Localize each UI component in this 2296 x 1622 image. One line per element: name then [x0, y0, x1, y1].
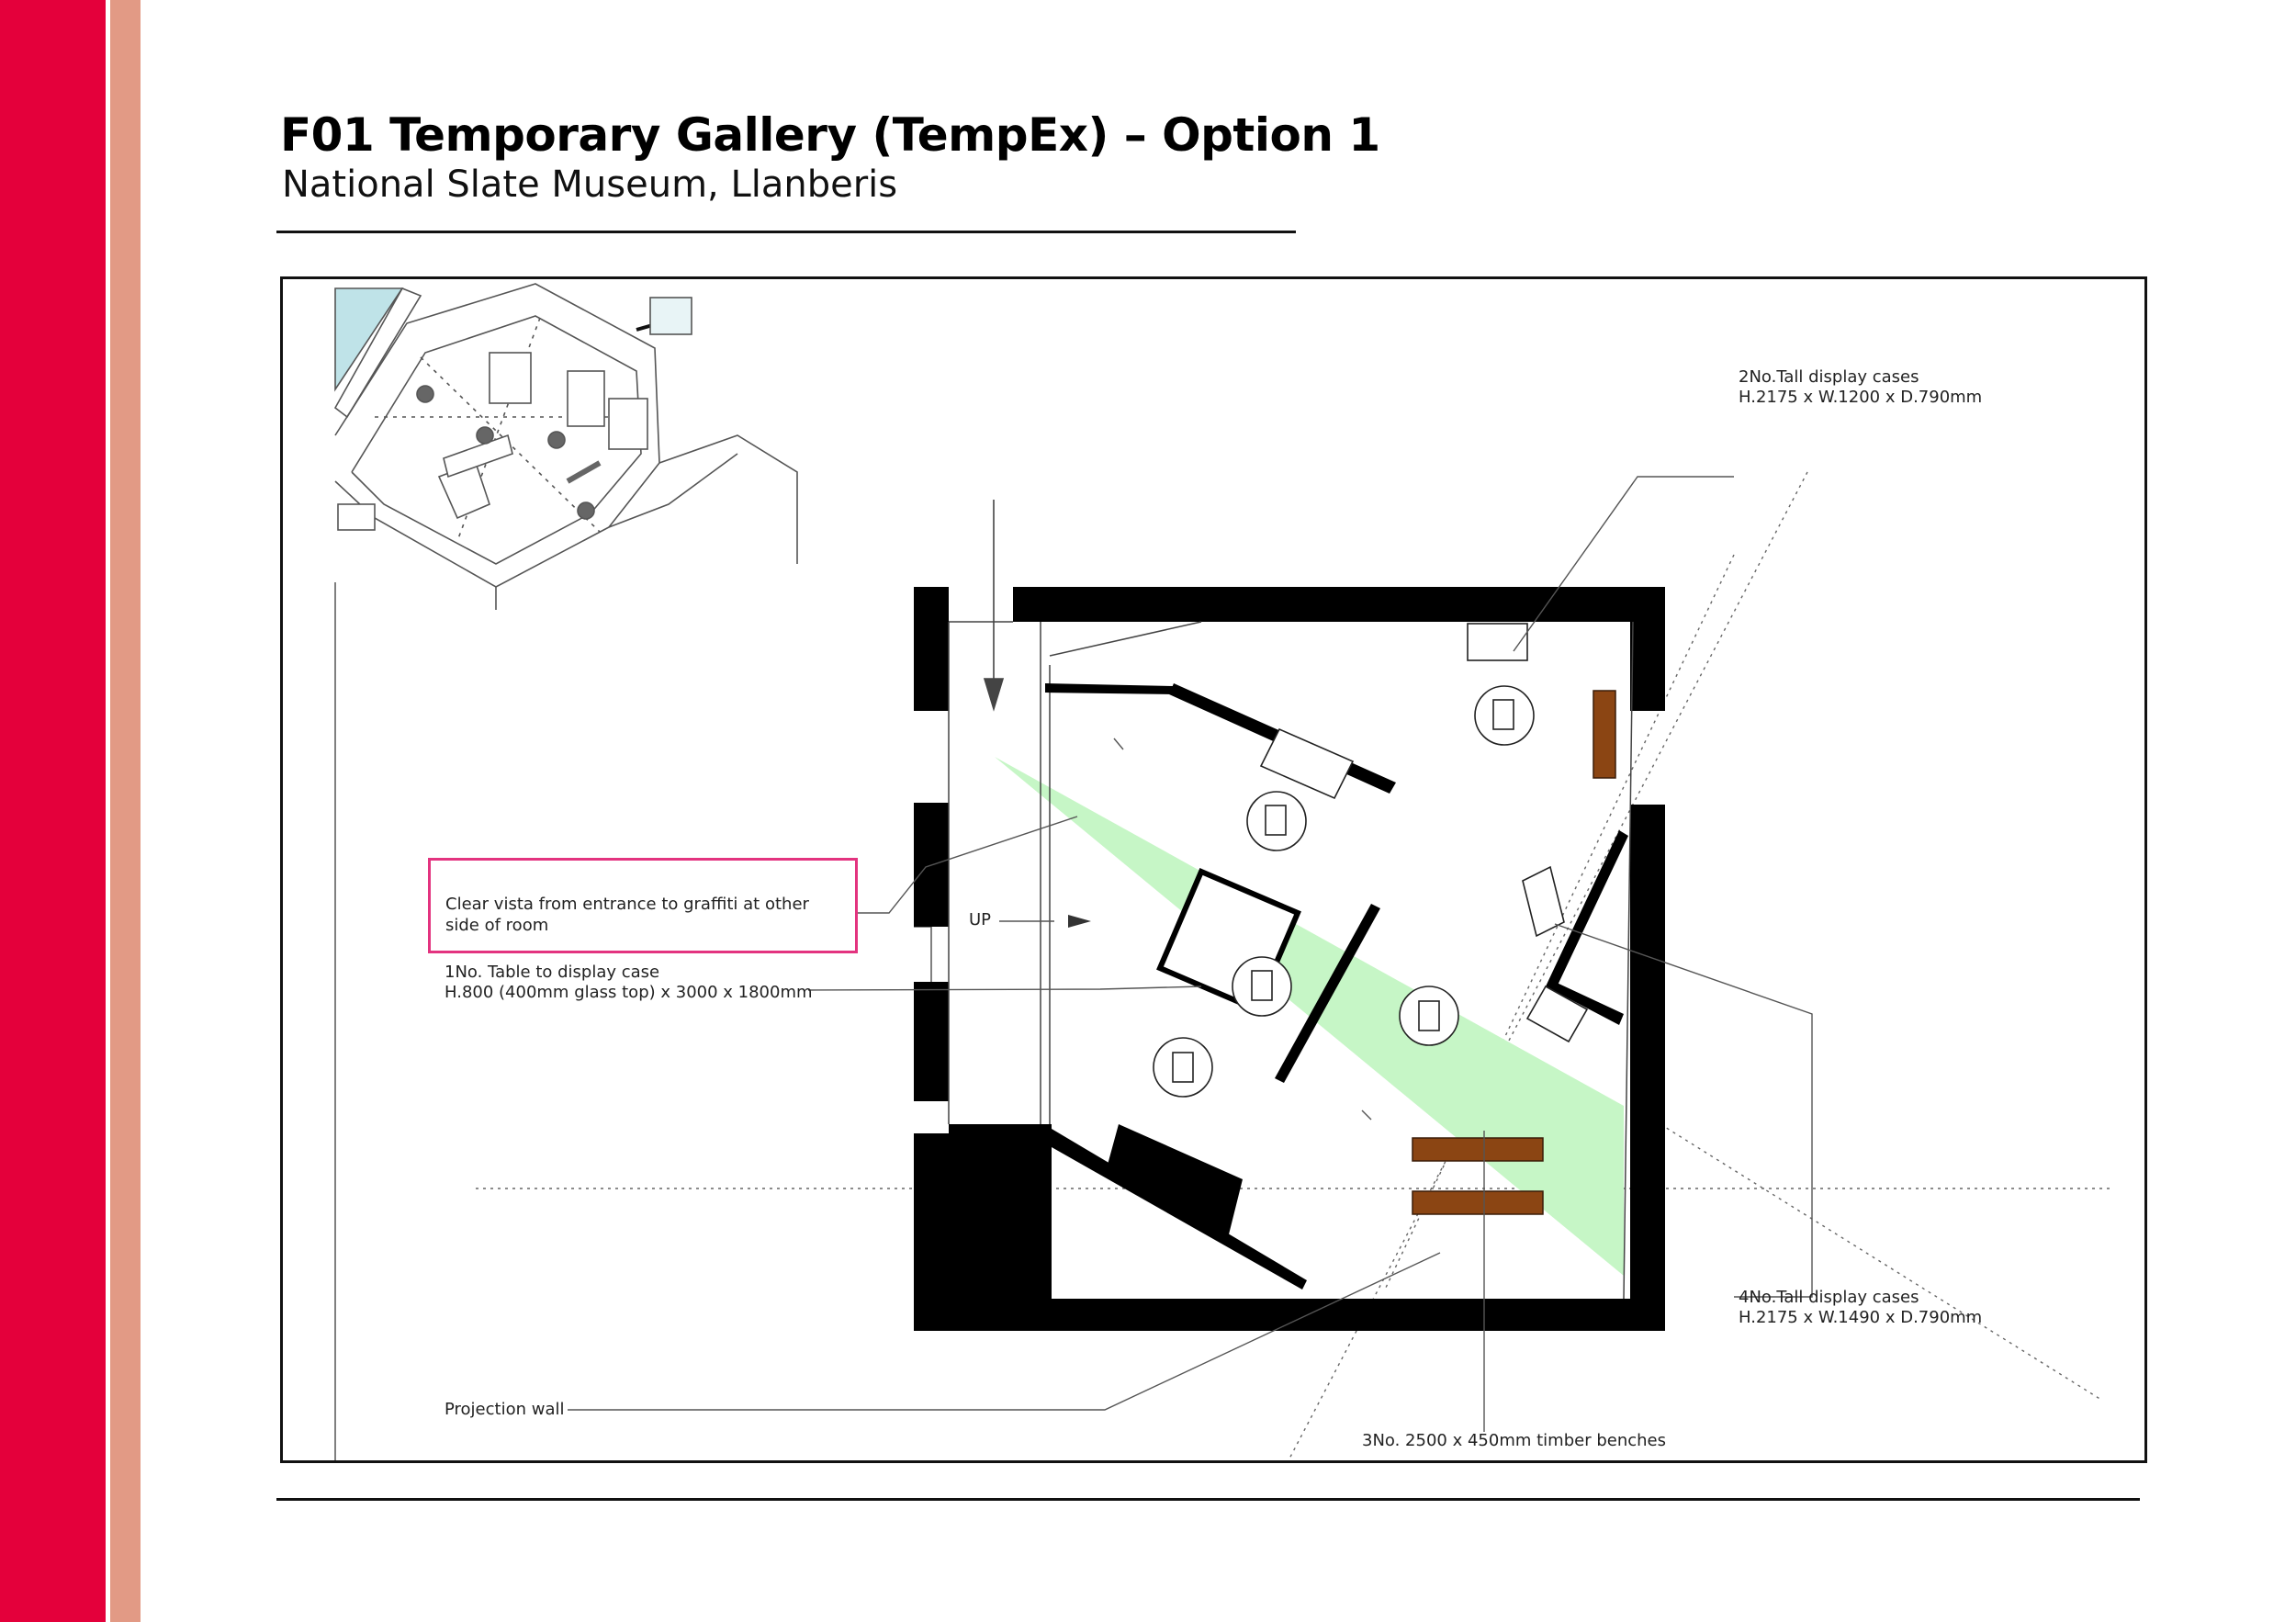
- bench-2: [1412, 1138, 1543, 1161]
- wall-right-lower: [1630, 805, 1665, 1331]
- visitor-figure-5: [1400, 986, 1458, 1045]
- wall-top: [1013, 587, 1656, 622]
- vista-callout-line1: Clear vista from entrance to graffiti at other: [445, 895, 809, 914]
- drawing-frame: [280, 276, 2147, 1463]
- leader-table: [808, 986, 1201, 990]
- table-label: [445, 963, 813, 1003]
- axo-figure-4: [578, 502, 594, 519]
- bench-3: [1412, 1191, 1543, 1214]
- axo-right-wall-inner: [609, 454, 737, 527]
- tall-case-partition: [1261, 729, 1353, 798]
- visitor-figure-2: [1247, 792, 1306, 850]
- page-title: F01 Temporary Gallery (TempEx) – Option 1: [280, 108, 1380, 162]
- tall-case-top: [1468, 624, 1527, 660]
- footer-rule: [276, 1498, 2140, 1501]
- up-arrowhead: [1068, 915, 1091, 928]
- wall-bottom: [914, 1299, 1665, 1331]
- leader-tall-cases-2: [1514, 477, 1734, 651]
- up-label: UP: [969, 910, 992, 929]
- side-band-pink: [110, 0, 141, 1622]
- wall-left-lower: [914, 982, 949, 1101]
- partition-top: [1045, 683, 1174, 694]
- tall-cases-2-line2: H.2175 x W.1200 x D.790mm: [1739, 388, 1983, 407]
- vista-callout-line2: side of room: [445, 916, 549, 935]
- table-label-line2: H.800 (400mm glass top) x 3000 x 1800mm: [445, 983, 813, 1002]
- side-band-red: [0, 0, 106, 1622]
- wall-core: [949, 1124, 1052, 1303]
- wall-left-upper: [914, 587, 949, 711]
- tall-cases-4-line2: H.2175 x W.1490 x D.790mm: [1739, 1308, 1983, 1327]
- entrance-arrow: [985, 500, 1003, 709]
- axo-panel: [568, 463, 600, 481]
- visitor-figure-1: [1475, 686, 1534, 745]
- leader-vista: [858, 817, 1077, 913]
- table-label-line1: 1No. Table to display case: [445, 963, 660, 982]
- axo-right-wall: [659, 435, 797, 564]
- visitor-figure-3: [1232, 957, 1291, 1016]
- tall-cases-2-label: [1739, 367, 1982, 408]
- bench-1: [1593, 691, 1615, 778]
- axo-figure-3: [548, 432, 565, 448]
- visitor-figure-4: [1154, 1038, 1212, 1097]
- tall-cases-4-label: [1739, 1288, 1982, 1328]
- axo-box: [338, 504, 375, 530]
- axo-case-1: [490, 353, 531, 403]
- corridor-diag: [1050, 622, 1201, 656]
- axo-glass-block: [650, 298, 692, 334]
- projection-wall-label: Projection wall: [445, 1400, 565, 1419]
- axo-figure-2: [477, 427, 493, 444]
- vista-callout: [428, 858, 858, 953]
- wall-right-upper: [1630, 587, 1665, 711]
- axo-case-2: [568, 371, 604, 426]
- axo-case-3: [609, 399, 647, 449]
- tall-cases-2-line1: 2No.Tall display cases: [1739, 367, 1919, 387]
- axo-figure-1: [417, 386, 433, 402]
- guide-diagonal-3: [1660, 1124, 2101, 1400]
- benches-label: 3No. 2500 x 450mm timber benches: [1362, 1431, 1666, 1450]
- tall-cases-4-line1: 4No.Tall display cases: [1739, 1288, 1919, 1307]
- page-subtitle: National Slate Museum, Llanberis: [282, 163, 898, 206]
- title-underline: [276, 231, 1296, 233]
